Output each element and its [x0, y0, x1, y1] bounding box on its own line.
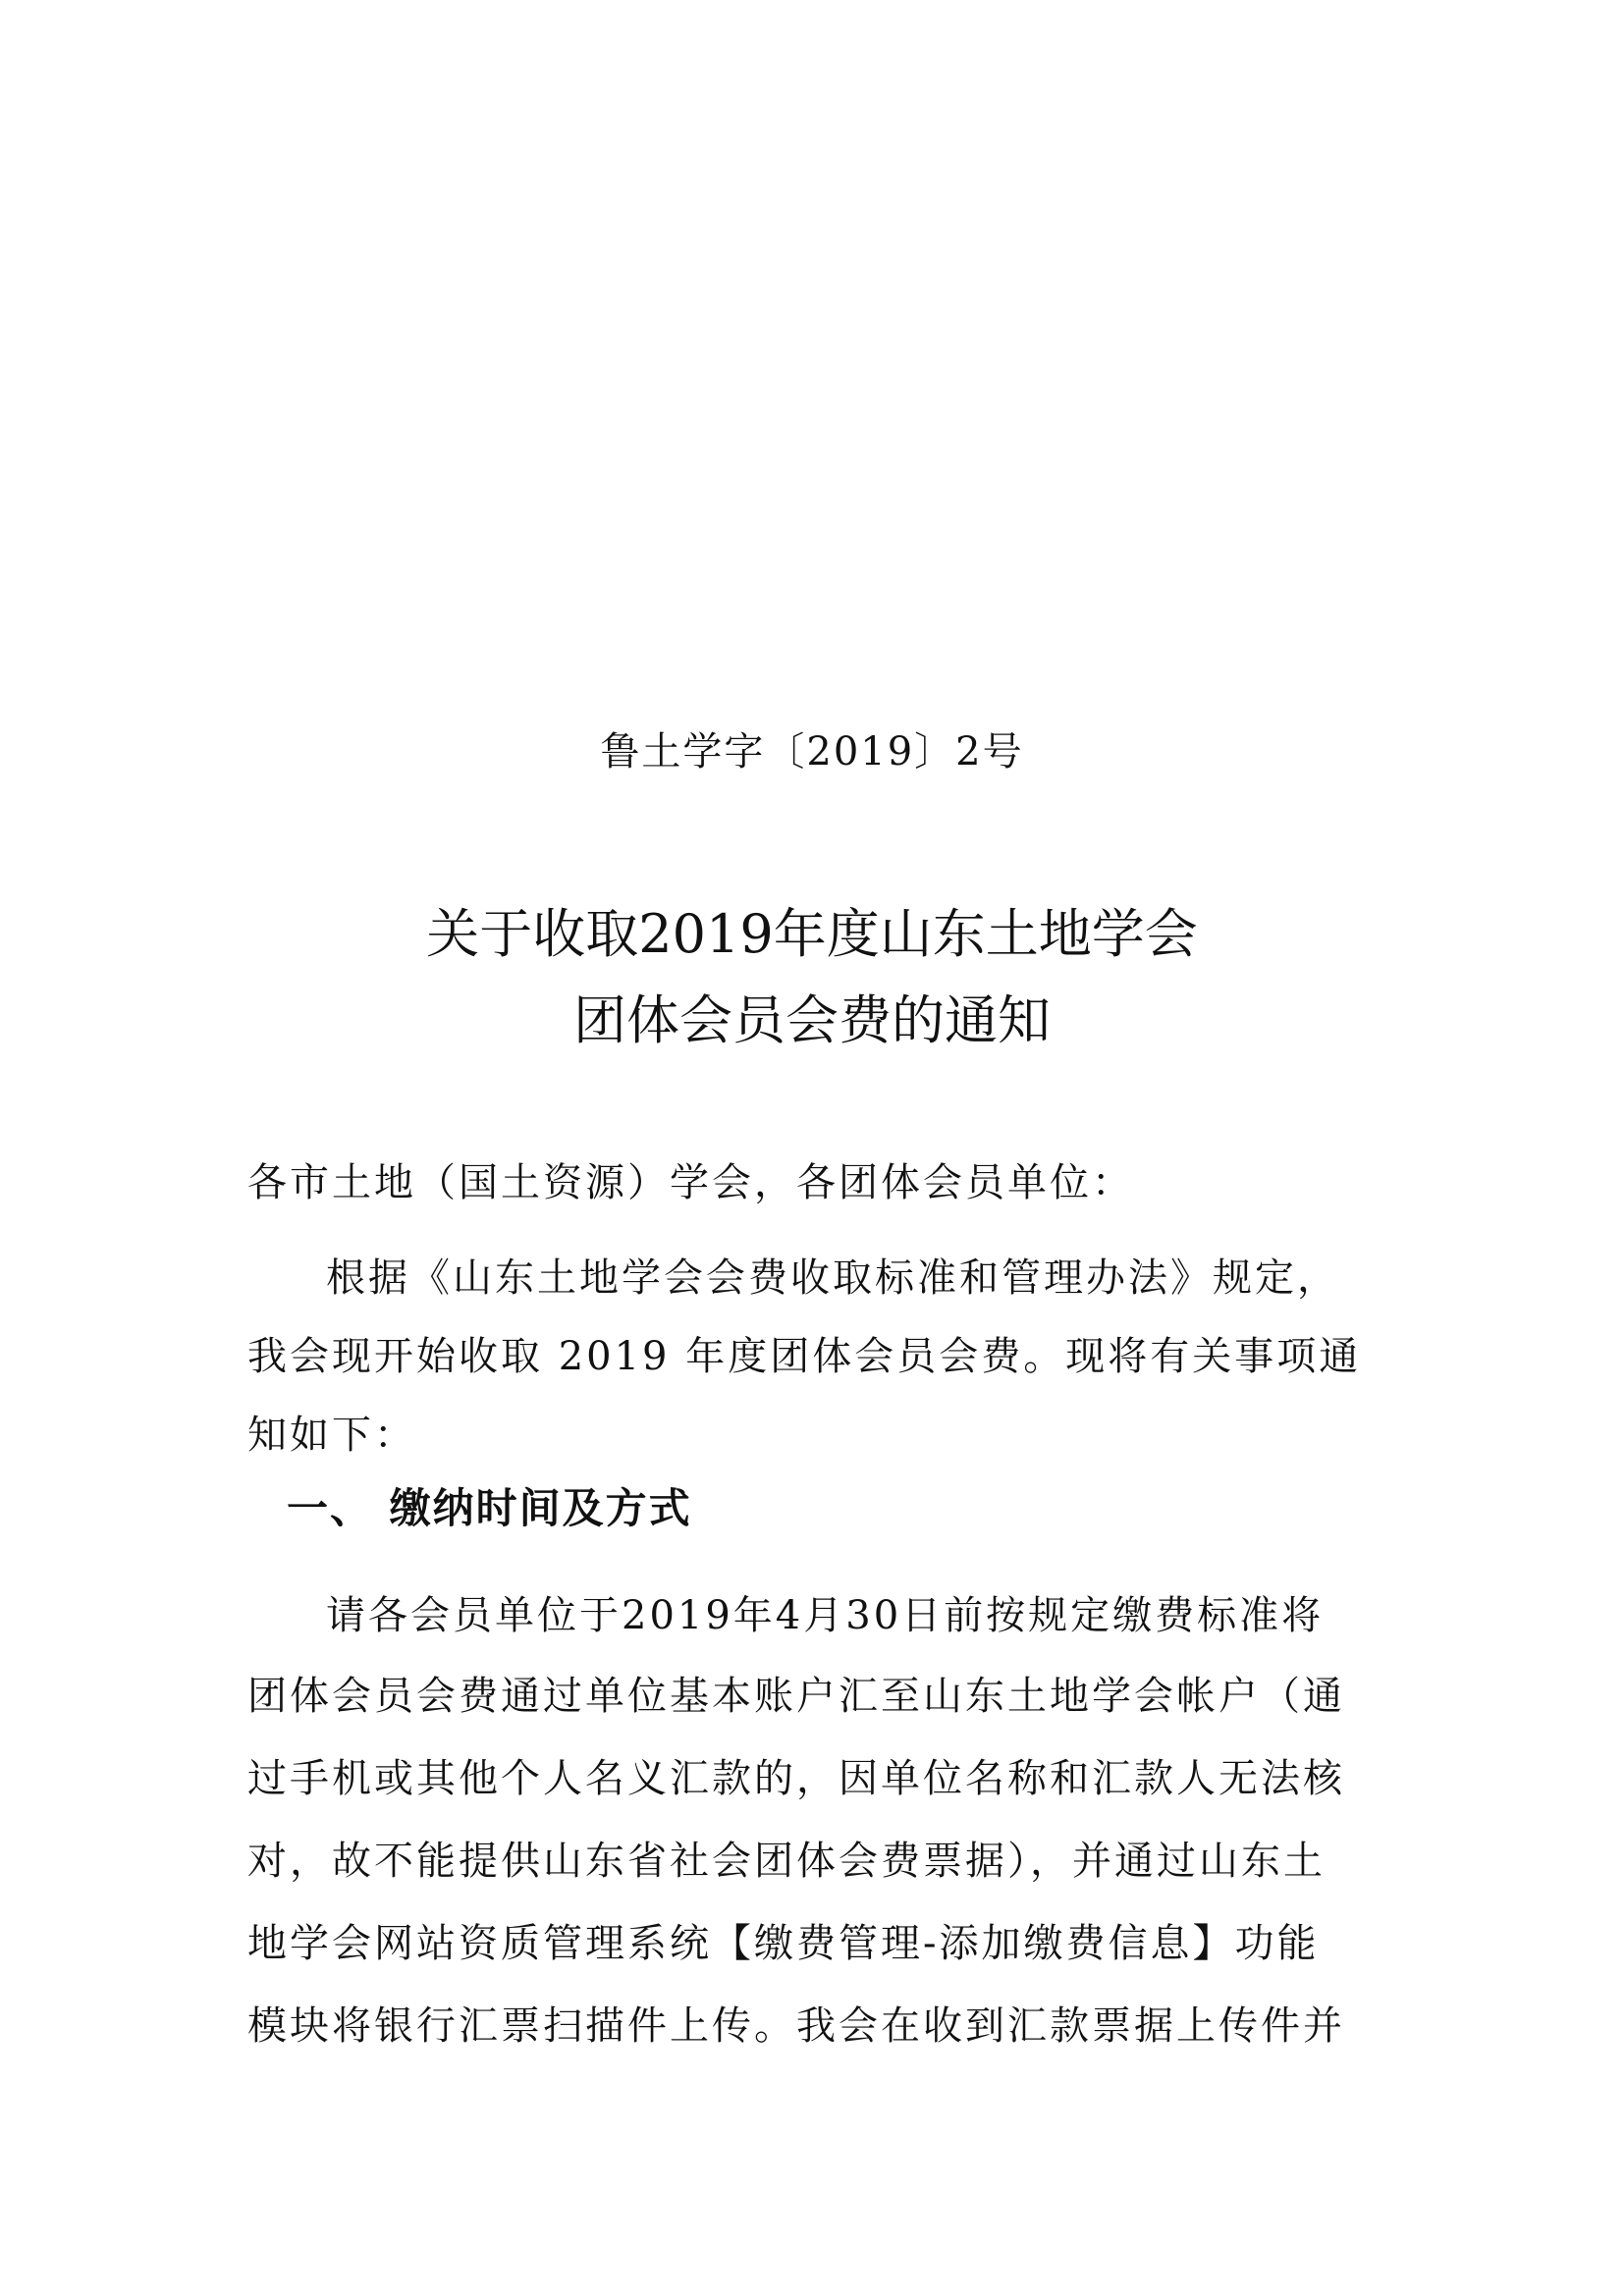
paragraph-line: 团体会员会费通过单位基本账户汇至山东土地学会帐户（通 — [247, 1674, 1345, 1719]
title-line-1: 关于收取2019年度山东土地学会 — [426, 903, 1198, 965]
paragraph-line: 地学会网站资质管理系统【缴费管理-添加缴费信息】功能 — [247, 1921, 1320, 1966]
paragraph-line: 我会现开始收取 2019 年度团体会员会费。现将有关事项通 — [247, 1334, 1362, 1379]
paragraph-payment-instructions — [247, 1576, 1377, 2067]
document-number: 鲁土学字〔2019〕2号 — [600, 729, 1024, 774]
section-heading-payment-time-method: 一、 缴纳时间及方式 — [287, 1484, 692, 1532]
paragraph-line: 模块将银行汇票扫描件上传。我会在收到汇款票据上传件并 — [247, 2003, 1345, 2049]
paragraph-line: 请各会员单位于2019年4月30日前按规定缴费标准将 — [326, 1593, 1325, 1638]
paragraph-line: 过手机或其他个人名义汇款的，因单位名称和汇款人无法核 — [247, 1756, 1345, 1801]
salutation: 各市土地（国土资源）学会，各团体会员单位： — [247, 1160, 1134, 1205]
title-line-2: 团体会员会费的通知 — [573, 989, 1051, 1051]
paragraph-line: 对，故不能提供山东省社会团体会费票据），并通过山东土 — [247, 1839, 1326, 1884]
paragraph-line: 知如下： — [247, 1413, 416, 1458]
document-title — [0, 891, 1624, 1064]
paragraph-intro — [247, 1239, 1377, 1474]
paragraph-line: 根据《山东土地学会会费收取标准和管理办法》规定， — [326, 1255, 1339, 1301]
